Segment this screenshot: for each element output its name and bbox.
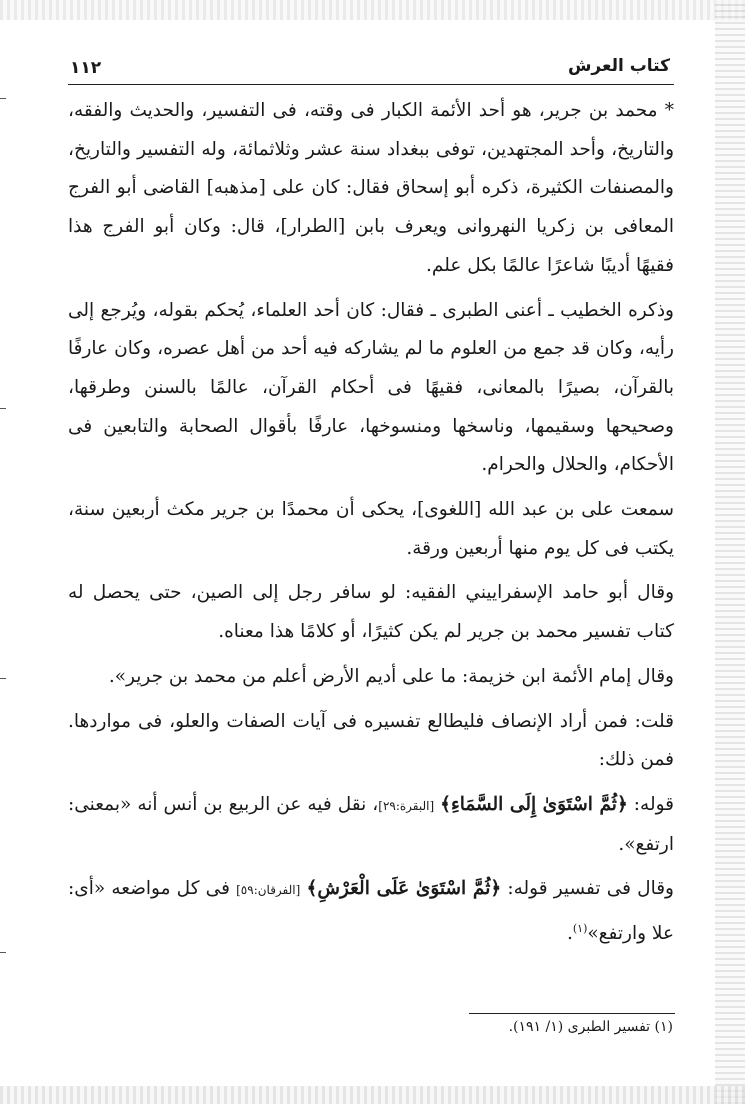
main-text [68,92,674,960]
margin-tick [0,952,6,953]
scan-edge-bottom [0,1086,745,1104]
verse-commentary: ، نقل فيه عن الربيع بن أنس أنه «بمعنى: ارتفع». [68,793,674,855]
surah-reference: [الفرقان:٥٩] [236,883,301,898]
sentence-end: . [566,923,573,945]
footnote-rule [469,1013,675,1014]
page-number: ١١٢ [70,58,102,78]
scan-edge-top [0,0,745,20]
margin-tick [0,408,6,409]
footnote: (١) تفسير الطبرى (١/ ١٩١). [508,1019,673,1035]
paragraph: وذكره الخطيب ـ أعنى الطبرى ـ فقال: كان أحد العلماء، يُحكم بقوله، ويُرجع إلى رأيه، وكان قد جمع من العلوم ما لم يشاركه فيه أحد من أهل عصره، وكان عارفًا بالقرآن، بصيرًا بالمعانى، فقيهًا فى أحكام القرآن، عالمًا بالسنن وطرقها، وصحيحها وسقيمها، وناسخها ومنسوخها، عارفًا بأقوال الصحابة والتابعين فى الأحكام، والحلال والحرام. [68,299,674,476]
paragraph: قلت: فمن أراد الإنصاف فليطالع تفسيره فى آيات الصفات والعلو، فى مواردها. فمن ذلك: [68,710,674,771]
surah-reference: [البقرة:٢٩] [378,798,435,813]
paragraph: وقال إمام الأئمة ابن خزيمة: ما على أديم الأرض أعلم من محمد بن جرير». [108,665,674,687]
verse-intro: وقال فى تفسير قوله: [501,878,674,900]
margin-tick [0,678,6,679]
paragraph: وقال أبو حامد الإسفراييني الفقيه: لو سافر رجل إلى الصين، حتى يحصل له كتاب تفسير محمد بن جرير لم يكن كثيرًا، أو كلامًا هذا معناه. [68,582,674,643]
quran-ayah: ﴿ثُمَّ اسْتَوَىٰ إِلَى السَّمَاءِ﴾ [440,793,628,815]
footnote-marker: (١) [572,922,588,936]
paragraph: سمعت على بن عبد الله [اللغوى]، يحكى أن محمدًا بن جرير مكث أربعين سنة، يكتب فى كل يوم منها أربعين ورقة. [68,499,674,559]
verse-paragraph [68,786,674,864]
running-header [70,54,670,84]
quran-ayah: ﴿ثُمَّ اسْتَوَىٰ عَلَى الْعَرْشِ﴾ [306,878,502,900]
verse-commentary: فى كل مواضعه «أى: علا وارتفع» [68,878,674,945]
verse-intro: قوله: [627,793,674,815]
book-title: كتاب العرش [567,56,670,76]
scan-edge-right [715,0,745,1104]
margin-tick [0,98,6,99]
verse-paragraph [68,870,674,954]
header-rule [68,84,674,85]
paragraph: * محمد بن جرير، هو أحد الأئمة الكبار فى وقته، فى التفسير، والحديث والفقه، والتاريخ، وأحد المجتهدين، توفى ببغداد سنة عشر وثلاثمائة، وله التفسير والتاريخ، والمصنفات الكثيرة، ذكره أبو إسحاق فقال: كان على [مذهبه] القاضى أبو الفرج المعافى بن زكريا النهروانى ويعرف بابن [الطرار]، قال: وكان أبو الفرج هذا فقيهًا أديبًا شاعرًا عالمًا بكل علم. [68,100,674,276]
